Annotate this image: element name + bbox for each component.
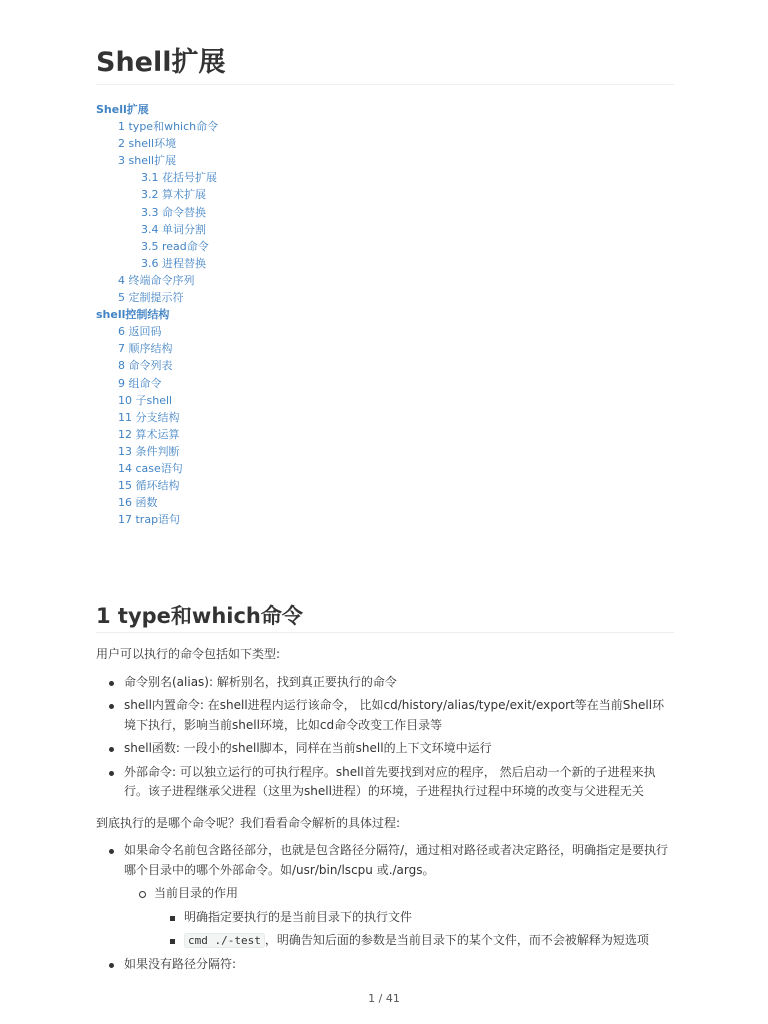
toc-link[interactable]: 3.6 进程替换: [141, 256, 206, 270]
toc-row: [96, 477, 674, 494]
toc-row: [96, 221, 674, 238]
section-heading: 1 type和which命令: [96, 602, 674, 633]
subsub-list-item: 明确指定要执行的是当前目录下的执行文件: [184, 908, 674, 928]
toc-link[interactable]: shell控制结构: [96, 308, 170, 322]
list-item: 外部命令: 可以独立运行的可执行程序。shell首先要找到对应的程序， 然后启动一个新的子进程来执行。该子进程继承父进程（这里为shell进程）的环境，子进程执行过程中环境的改变与父进程无关: [124, 763, 674, 802]
toc-row: [96, 289, 674, 306]
toc-row: [96, 169, 674, 186]
toc-row: [96, 238, 674, 255]
toc-link[interactable]: 9 组命令: [118, 376, 162, 390]
toc-link[interactable]: 14 case语句: [118, 461, 183, 475]
subsub-list-item-text: ，明确告知后面的参数是当前目录下的某个文件，而不会被解释为短选项: [264, 933, 649, 948]
toc-row: [96, 306, 674, 323]
toc-row: [96, 426, 674, 443]
toc-row: [96, 186, 674, 203]
toc-link[interactable]: 15 循环结构: [118, 479, 180, 493]
toc-link[interactable]: 11 分支结构: [118, 410, 180, 424]
toc-row: [96, 375, 674, 392]
toc-link[interactable]: 3.3 命令替换: [141, 205, 206, 219]
toc-row: [96, 255, 674, 272]
toc-link[interactable]: 3 shell扩展: [118, 154, 177, 168]
toc-row: [96, 357, 674, 374]
toc-row: [96, 443, 674, 460]
toc-link[interactable]: 3.4 单词分割: [141, 222, 206, 236]
command-types-list: [96, 673, 674, 802]
sub-list-item-text: 当前目录的作用: [154, 886, 239, 901]
toc-row: [96, 494, 674, 511]
toc-row: [96, 272, 674, 289]
toc-link[interactable]: 12 算术运算: [118, 427, 180, 441]
toc-row: [96, 152, 674, 169]
toc-row: [96, 392, 674, 409]
toc-link[interactable]: 2 shell环境: [118, 137, 177, 151]
toc-row: [96, 204, 674, 221]
resolution-list: [96, 841, 674, 974]
toc-link[interactable]: 5 定制提示符: [118, 291, 184, 305]
toc-row: [96, 511, 674, 528]
toc-link[interactable]: 13 条件判断: [118, 444, 180, 458]
toc-row: [96, 118, 674, 135]
toc-link[interactable]: 6 返回码: [118, 325, 162, 339]
list-item: shell函数: 一段小的shell脚本，同样在当前shell的上下文环境中运行: [124, 739, 674, 759]
list-item-text: 如果命令名前包含路径部分，也就是包含路径分隔符/，通过相对路径或者决定路径，明确指定是要执行哪个目录中的哪个外部命令。如/usr/bin/lscpu 或./args。: [124, 843, 669, 877]
toc-link[interactable]: 17 trap语句: [118, 513, 181, 527]
toc-row: [96, 409, 674, 426]
toc-link[interactable]: 10 子shell: [118, 393, 173, 407]
toc-link[interactable]: 3.2 算术扩展: [141, 188, 206, 202]
toc-link[interactable]: 1 type和which命令: [118, 120, 219, 134]
toc-link[interactable]: 3.1 花括号扩展: [141, 171, 217, 185]
page-number: 1 / 41: [368, 992, 400, 1005]
toc-link[interactable]: 3.5 read命令: [141, 239, 209, 253]
sub-list: [124, 884, 674, 951]
toc-row: [96, 460, 674, 477]
list-item: 命令别名(alias): 解析别名，找到真正要执行的命令: [124, 673, 674, 693]
subsub-list-item: [184, 931, 674, 951]
subsub-list: [154, 908, 674, 951]
table-of-contents: [96, 101, 674, 528]
toc-link[interactable]: 7 顺序结构: [118, 342, 173, 356]
list-item: shell内置命令: 在shell进程内运行该命令， 比如cd/history/alias/type/exit/export等在当前Shell环境下执行，影响当前shell环境，比如cd命令改变工作目录等: [124, 696, 674, 735]
toc-row: [96, 135, 674, 152]
document-page: [96, 0, 674, 978]
toc-link[interactable]: Shell扩展: [96, 103, 149, 116]
list-item: 如果没有路径分隔符:: [124, 955, 674, 975]
toc-row: [96, 323, 674, 340]
paragraph-question: 到底执行的是哪个命令呢？我们看看命令解析的具体过程:: [96, 815, 401, 830]
toc-link[interactable]: 8 命令列表: [118, 359, 173, 373]
sub-list-item: [154, 884, 674, 951]
toc-row: [96, 340, 674, 357]
page-title: Shell扩展: [96, 46, 674, 85]
toc-row: [96, 101, 674, 118]
toc-link[interactable]: 16 函数: [118, 496, 158, 510]
toc-link[interactable]: 4 终端命令序列: [118, 273, 195, 287]
paragraph-intro: 用户可以执行的命令包括如下类型:: [96, 647, 281, 662]
inline-code: cmd ./-test: [184, 933, 265, 948]
list-item: [124, 841, 674, 951]
